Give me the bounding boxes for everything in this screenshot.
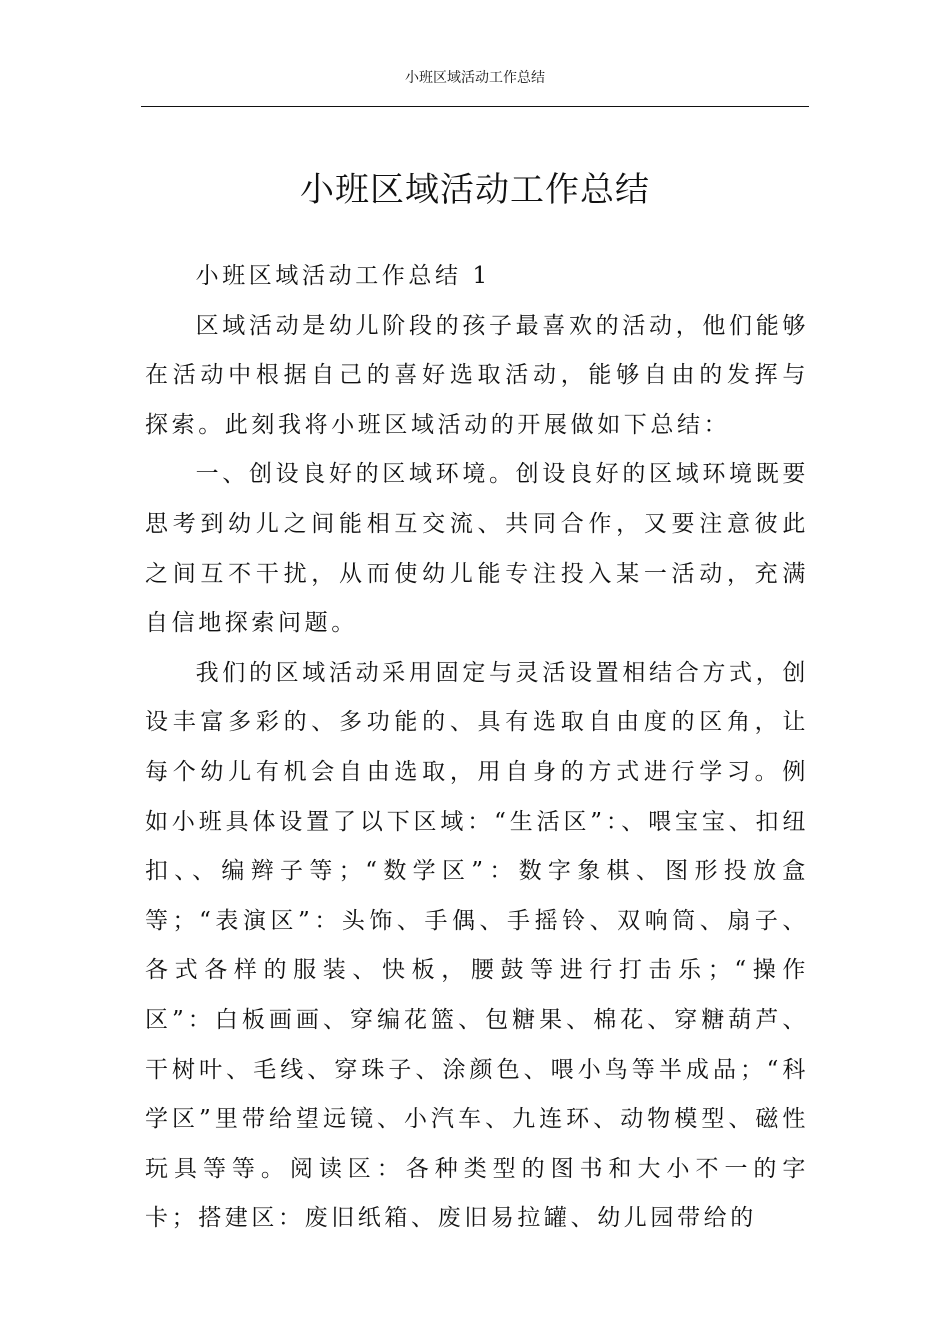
running-header: 小班区域活动工作总结: [405, 70, 545, 86]
body-paragraph: 一、创设良好的区域环境。创设良好的区域环境既要思考到幼儿之间能相互交流、共同合作，又要注意彼此之间互不干扰，从而使幼儿能专注投入某一活动，充满自信地探索问题。: [145, 461, 809, 637]
section-heading: 小班区域活动工作总结 1: [195, 263, 491, 289]
body-paragraph: 区域活动是幼儿阶段的孩子最喜欢的活动，他们能够在活动中根据自己的喜好选取活动，能够自由的发挥与探索。此刻我将小班区域活动的开展做如下总结：: [145, 312, 809, 438]
document-title: 小班区域活动工作总结: [300, 170, 650, 210]
header-divider: [141, 106, 809, 107]
body-paragraph: 我们的区域活动采用固定与灵活设置相结合方式，创设丰富多彩的、多功能的、具有选取自由度的区角，让每个幼儿有机会自由选取，用自身的方式进行学习。例如小班具体设置了以下区域：“生活区”：、喂宝宝、扣纽扣、、编辫子等；“数学区”：数字象棋、图形投放盒等；“表演区”：头饰、手偶、手摇铃、双响筒、扇子、各式各样的服装、快板，腰鼓等进行打击乐；“操作区”：白板画画、穿编花篮、包糖果、棉花、穿糖葫芦、干树叶、毛线、穿珠子、涂颜色、喂小鸟等半成品；“科学区”里带给望远镜、小汽车、九连环、动物模型、磁性玩具等等。阅读区：各种类型的图书和大小不一的字卡；搭建区：废旧纸箱、废旧易拉罐、幼儿园带给的: [145, 659, 809, 1232]
document-body: [145, 252, 809, 1244]
